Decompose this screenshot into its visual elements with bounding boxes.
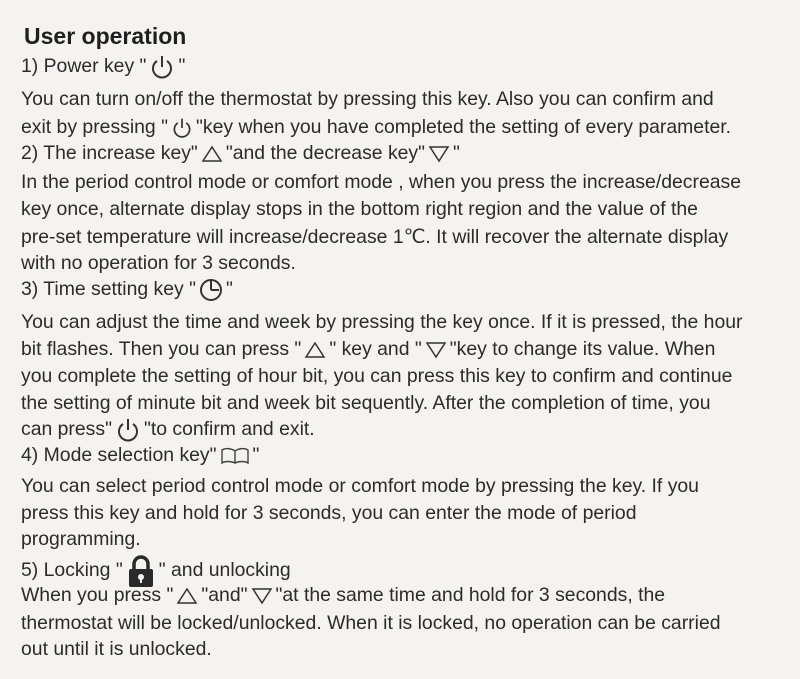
power-icon: [149, 54, 175, 80]
text: "and": [201, 584, 248, 606]
paragraph-line: In the period control mode or comfort mode , when you press the increase/decrease: [21, 171, 741, 193]
text: " key and ": [329, 338, 422, 360]
paragraph-line: pre-set temperature will increase/decrease 1℃. It will recover the alternate display: [21, 226, 729, 248]
paragraph-line: out until it is unlocked.: [21, 638, 212, 660]
text: " and unlocking: [158, 559, 291, 582]
paragraph-line: You can select period control mode or comfort mode by pressing the key. If you: [21, 475, 699, 497]
clock-icon: [199, 278, 223, 302]
text: ": [453, 142, 460, 164]
paragraph-line: key once, alternate display stops in the bottom right region and the value of the: [21, 198, 698, 220]
text: 1) Power key ": [21, 55, 147, 77]
text: can press": [21, 418, 112, 440]
paragraph-line: the setting of minute bit and week bit sequently. After the completion of time, you: [21, 392, 711, 414]
text: "to confirm and exit.: [143, 418, 315, 440]
paragraph-line: You can turn on/off the thermostat by pressing this key. Also you can confirm and: [21, 88, 714, 110]
book-icon: [220, 447, 250, 465]
paragraph-line: [21, 114, 731, 140]
text: ": [178, 55, 186, 77]
paragraph-line: with no operation for 3 seconds.: [21, 252, 296, 274]
text: 5) Locking ": [21, 559, 123, 582]
time-setting-heading: [21, 276, 233, 302]
paragraph-line: You can adjust the time and week by pressing the key once. If it is pressed, the hour: [21, 311, 743, 333]
text: "at the same time and hold for 3 seconds, the: [275, 584, 666, 606]
increase-decrease-heading: [21, 140, 460, 166]
paragraph-line: [21, 582, 665, 608]
paragraph-line: programming.: [21, 528, 141, 550]
text: "key to change its value. When: [449, 338, 716, 360]
power-key-heading: [21, 53, 185, 80]
text: "and the decrease key": [225, 142, 426, 164]
text: 4) Mode selection key": [21, 444, 217, 466]
triangle-down-icon: [425, 341, 447, 359]
text: ": [226, 278, 233, 300]
power-icon: [115, 417, 141, 443]
paragraph-line: [21, 416, 315, 443]
paragraph-line: [21, 336, 715, 362]
text: bit flashes. Then you can press ": [21, 338, 302, 360]
text: "key when you have completed the setting of every parameter.: [196, 116, 732, 138]
power-icon: [171, 116, 193, 140]
triangle-up-icon: [304, 341, 326, 359]
text: 3) Time setting key ": [21, 278, 196, 300]
paragraph-line: thermostat will be locked/unlocked. When it is locked, no operation can be carried: [21, 612, 721, 634]
triangle-up-icon: [201, 145, 223, 163]
paragraph-line: you complete the setting of hour bit, you can press this key to confirm and continue: [21, 365, 733, 387]
triangle-up-icon: [176, 587, 198, 605]
triangle-down-icon: [251, 587, 273, 605]
text: ": [252, 444, 260, 466]
paragraph-line: press this key and hold for 3 seconds, you can enter the mode of period: [21, 502, 637, 524]
text: exit by pressing ": [21, 116, 168, 138]
text: 2) The increase key": [21, 142, 198, 164]
mode-selection-heading: [21, 442, 259, 468]
section-title: User operation: [24, 23, 187, 49]
triangle-down-icon: [428, 145, 450, 163]
text: When you press ": [21, 584, 174, 606]
